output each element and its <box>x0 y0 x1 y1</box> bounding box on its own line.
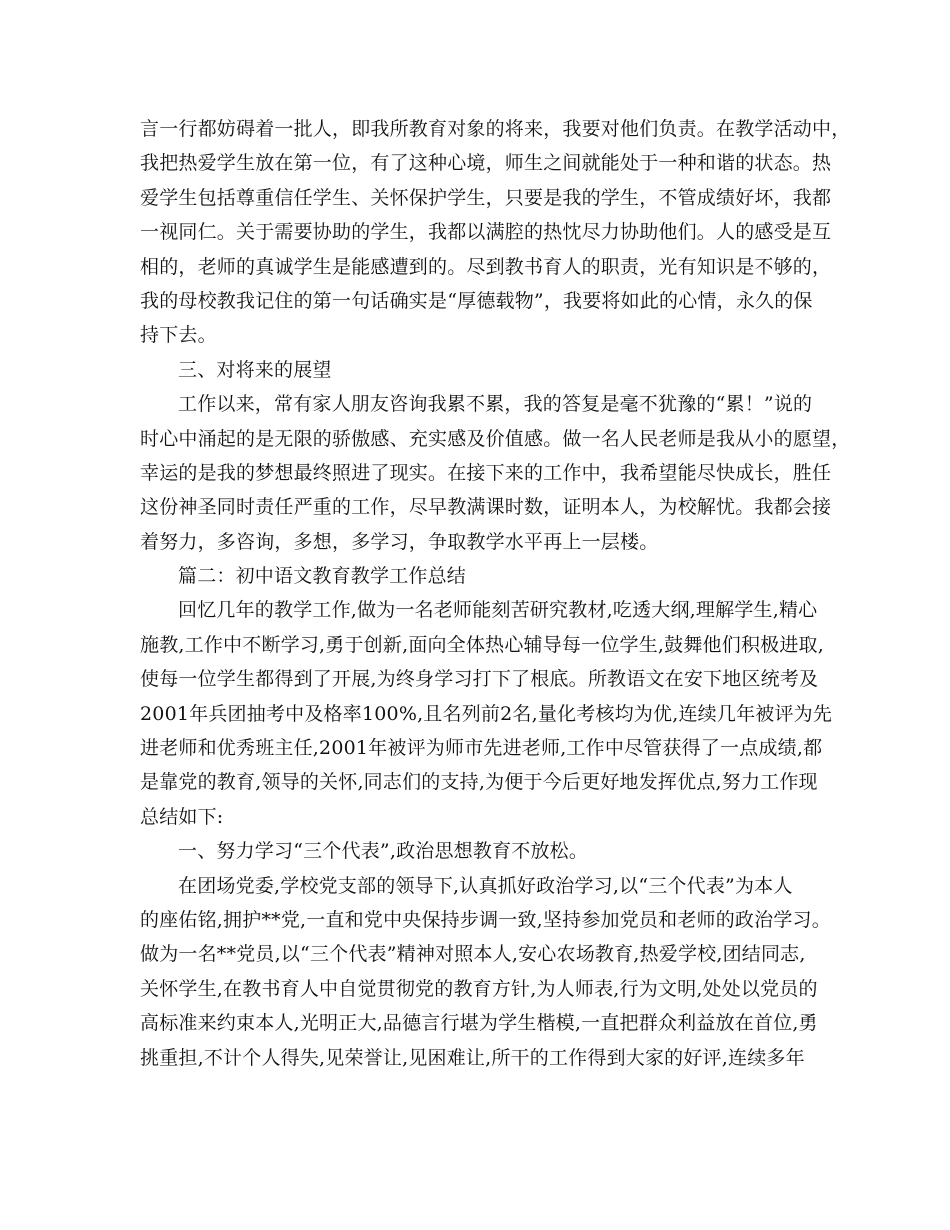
text-line: 施教,工作中不断学习,勇于创新,面向全体热心辅导每一位学生,鼓舞他们积极进取, <box>140 633 824 656</box>
text-line: 回忆几年的教学工作,做为一名老师能刻苦研究教材,吃透大纲,理解学生,精心 <box>178 599 818 622</box>
text-line: 的座佑铭,拥护**党,一直和党中央保持步调一致,坚持参加党员和老师的政治学习。 <box>140 908 831 931</box>
text-line: 总结如下: <box>140 805 224 828</box>
text-line: 着努力，多咨询，多想，多学习，争取教学水平再上一层楼。 <box>140 530 659 553</box>
text-line: 篇二：初中语文教育教学工作总结 <box>178 565 467 588</box>
text-line: 挑重担,不计个人得失,见荣誉让,见困难让,所干的工作得到大家的好评,连续多年 <box>140 1046 805 1069</box>
text-line: 相的，老师的真诚学生是能感遭到的。尽到教书育人的职责，光有知识是不够的， <box>140 255 832 278</box>
text-line: 三、对将来的展望 <box>178 358 332 381</box>
text-line: 言一行都妨碍着一批人，即我所教育对象的将来，我要对他们负责。在教学活动中， <box>140 118 851 140</box>
text-line: 时心中涌起的是无限的骄傲感、充实感及价值感。做一名人民老师是我从小的愿望， <box>140 427 851 450</box>
text-line: 我的母校教我记住的第一句话确实是“厚德载物”，我要将如此的心情，永久的保 <box>140 289 813 312</box>
text-line: 关怀学生,在教书育人中自觉贯彻党的教育方针,为人师表,行为文明,处处以党员的 <box>140 977 818 1000</box>
text-line: 爱学生包括尊重信任学生、关怀保护学生，只要是我的学生，不管成绩好坏，我都 <box>140 186 832 209</box>
text-line: 幸运的是我的梦想最终照进了现实。在接下来的工作中，我希望能尽快成长，胜任 <box>140 461 832 484</box>
text-line: 一视同仁。关于需要协助的学生，我都以满腔的热忱尽力协助他们。人的感受是互 <box>140 221 832 244</box>
text-line: 使每一位学生都得到了开展,为终身学习打下了根底。所教语文在安下地区统考及 <box>140 668 819 691</box>
text-line: 进老师和优秀班主任,2001年被评为师市先进老师,工作中尽管获得了一点成绩,都 <box>140 737 823 760</box>
text-line: 工作以来，常有家人朋友咨询我累不累，我的答复是毫不犹豫的“累！”说的 <box>178 393 813 416</box>
text-line: 持下去。 <box>140 324 217 347</box>
text-line: 一、努力学习“三个代表”,政治思想教育不放松。 <box>178 840 589 863</box>
text-line: 高标准来约束本人,光明正大,品德言行堪为学生楷模,一直把群众利益放在首位,勇 <box>140 1012 818 1035</box>
body-text <box>140 112 851 1075</box>
text-line: 我把热爱学生放在第一位，有了这种心境，师生之间就能处于一种和谐的状态。热 <box>140 152 832 175</box>
text-line: 做为一名**党员,以“三个代表”精神对照本人,安心农场教育,热爱学校,团结同志, <box>140 943 806 966</box>
text-line: 在团场党委,学校党支部的领导下,认真抓好政治学习,以“三个代表”为本人 <box>178 874 793 897</box>
text-line: 这份神圣同时责任严重的工作，尽早教满课时数，证明本人，为校解忧。我都会接 <box>140 496 832 519</box>
text-line: 2001年兵团抽考中及格率100%,且名列前2名,量化考核均为优,连续几年被评为先 <box>140 702 833 725</box>
text-line: 是靠党的教育,领导的关怀,同志们的支持,为便于今后更好地发挥优点,努力工作现 <box>140 771 818 794</box>
